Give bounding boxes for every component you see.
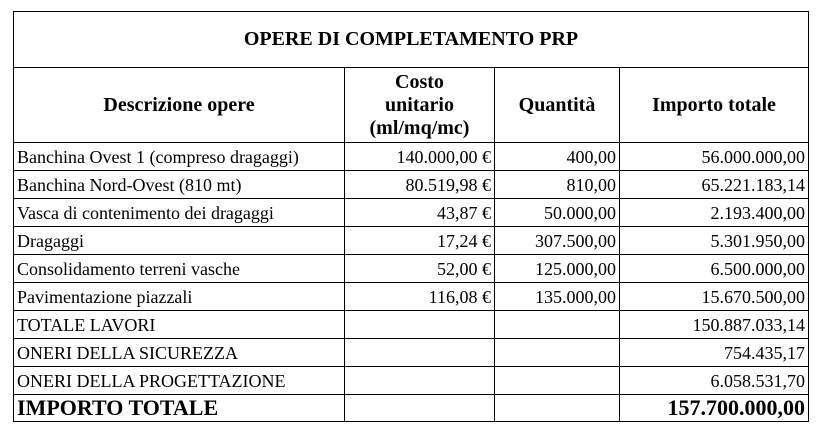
total-row-lavori [14, 311, 809, 339]
table-row [14, 227, 809, 255]
row-descrizione: Dragaggi [14, 227, 345, 255]
header-descrizione: Descrizione opere [14, 68, 345, 143]
row-costo: 116,08 € [345, 283, 495, 311]
row-importo: 15.670.500,00 [620, 283, 809, 311]
header-costo-line1: Costo [395, 70, 444, 93]
title-row [14, 12, 809, 68]
row-importo: 65.221.183,14 [620, 171, 809, 199]
empty-cell [495, 367, 620, 395]
empty-cell [495, 395, 620, 422]
total-importo: 150.887.033,14 [620, 311, 809, 339]
row-descrizione: Banchina Ovest 1 (compreso dragaggi) [14, 143, 345, 171]
header-costo-line2: unitario [385, 93, 454, 116]
table-row [14, 199, 809, 227]
empty-cell [345, 367, 495, 395]
grand-total-importo: 157.700.000,00 [620, 395, 809, 422]
header-costo-unitario [345, 68, 495, 143]
row-quantita: 50.000,00 [495, 199, 620, 227]
grand-total-row [14, 395, 809, 422]
row-descrizione: Pavimentazione piazzali [14, 283, 345, 311]
total-label: ONERI DELLA SICUREZZA [14, 339, 345, 367]
empty-cell [495, 339, 620, 367]
total-row-progettazione [14, 367, 809, 395]
row-costo: 17,24 € [345, 227, 495, 255]
table-row [14, 143, 809, 171]
row-costo: 140.000,00 € [345, 143, 495, 171]
empty-cell [345, 339, 495, 367]
table-row [14, 255, 809, 283]
row-descrizione: Vasca di contenimento dei dragaggi [14, 199, 345, 227]
row-quantita: 125.000,00 [495, 255, 620, 283]
header-row [14, 68, 809, 143]
row-costo: 52,00 € [345, 255, 495, 283]
header-costo-line3: (ml/mq/mc) [369, 116, 470, 139]
row-importo: 6.500.000,00 [620, 255, 809, 283]
row-quantita: 400,00 [495, 143, 620, 171]
row-costo: 43,87 € [345, 199, 495, 227]
empty-cell [345, 311, 495, 339]
total-importo: 754.435,17 [620, 339, 809, 367]
header-importo: Importo totale [620, 68, 809, 143]
row-quantita: 810,00 [495, 171, 620, 199]
row-costo: 80.519,98 € [345, 171, 495, 199]
empty-cell [345, 395, 495, 422]
table-row [14, 171, 809, 199]
row-quantita: 135.000,00 [495, 283, 620, 311]
table-row [14, 283, 809, 311]
row-importo: 2.193.400,00 [620, 199, 809, 227]
opere-table [13, 11, 809, 422]
total-row-sicurezza [14, 339, 809, 367]
total-importo: 6.058.531,70 [620, 367, 809, 395]
empty-cell [495, 311, 620, 339]
header-quantita: Quantità [495, 68, 620, 143]
total-label: ONERI DELLA PROGETTAZIONE [14, 367, 345, 395]
row-importo: 5.301.950,00 [620, 227, 809, 255]
total-label: TOTALE LAVORI [14, 311, 345, 339]
grand-total-label: IMPORTO TOTALE [14, 395, 345, 422]
row-quantita: 307.500,00 [495, 227, 620, 255]
row-descrizione: Consolidamento terreni vasche [14, 255, 345, 283]
row-descrizione: Banchina Nord-Ovest (810 mt) [14, 171, 345, 199]
table-title: OPERE DI COMPLETAMENTO PRP [14, 12, 809, 68]
row-importo: 56.000.000,00 [620, 143, 809, 171]
